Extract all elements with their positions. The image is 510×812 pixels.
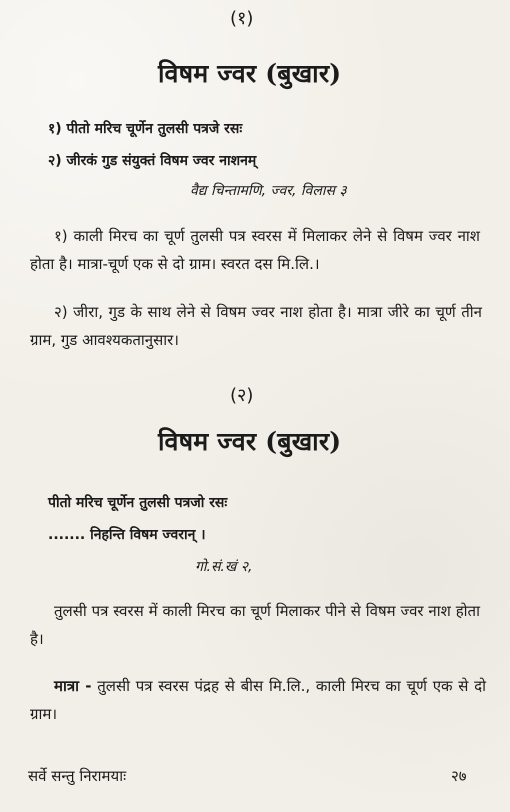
- dosage-label: मात्रा -: [54, 677, 92, 695]
- shloka-line-4: ....... निहन्ति विषम ज्वरान् ।: [48, 527, 206, 543]
- page-number: २७: [451, 767, 467, 785]
- paragraph-3: तुलसी पत्र स्वरस में काली मिरच का चूर्ण मिलाकर पीने से विषम ज्वर नाश होता है।: [30, 602, 480, 648]
- section-heading-2: विषम ज्वर (बुखार): [158, 427, 342, 456]
- footer-text: सर्वे सन्तु निरामयाः: [28, 767, 127, 785]
- section-heading-1: विषम ज्वर (बुखार): [158, 59, 342, 88]
- section-number-2: (२): [230, 385, 254, 406]
- dosage-paragraph: [30, 672, 486, 728]
- shloka-line-3: पीतो मरिच चूर्णेन तुलसी पत्रजो रसः: [48, 495, 228, 511]
- shloka-line-2: २) जीरकं गुड संयुक्तं विषम ज्वर नाशनम्: [48, 153, 257, 169]
- section-number-1: (१): [230, 8, 254, 29]
- shloka-reference-2: गो.सं.खं २,: [195, 559, 253, 575]
- shloka-line-1: १) पीतो मरिच चूर्णेन तुलसी पत्रजे रसः: [48, 121, 243, 137]
- dosage-text: तुलसी पत्र स्वरस पंद्रह से बीस मि.लि., काली मिरच का चूर्ण एक से दो ग्राम।: [30, 677, 487, 723]
- paragraph-2: २) जीरा, गुड के साथ लेने से विषम ज्वर नाश होता है। मात्रा जीरे का चूर्ण तीन ग्राम, गुड आवश्यकतानुसार।: [30, 303, 482, 349]
- shloka-reference-1: वैद्य चिन्तामणि, ज्वर, विलास ३: [190, 183, 347, 199]
- paragraph-1: १) काली मिरच का चूर्ण तुलसी पत्र स्वरस में मिलाकर लेने से विषम ज्वर नाश होता है। मात्रा-चूर्ण एक से दो ग्राम। स्वरत दस मि.लि.।: [30, 227, 480, 273]
